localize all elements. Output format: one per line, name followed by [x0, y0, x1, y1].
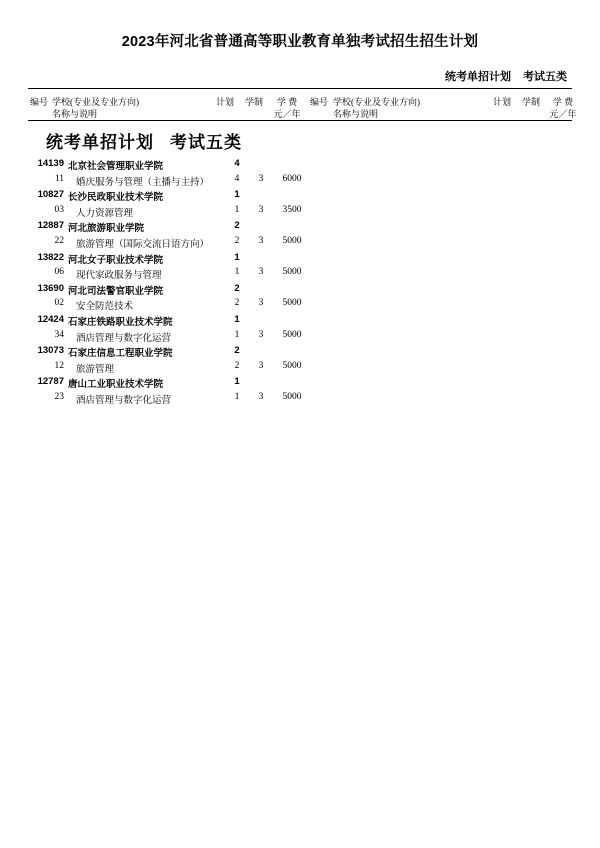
row-name: 人力资源管理	[76, 208, 134, 219]
row-plan: 1	[234, 267, 240, 278]
row-plan: 1	[234, 189, 240, 201]
row-fee: 5000	[282, 235, 302, 246]
major-row	[28, 330, 308, 346]
row-code: 11	[54, 173, 64, 184]
row-length: 3	[258, 391, 264, 402]
row-name: 现代家政服务与管理	[76, 271, 162, 282]
row-plan: 2	[234, 235, 240, 246]
row-name: 石家庄铁路职业技术学院	[68, 316, 173, 328]
major-row	[28, 267, 308, 283]
running-head-left: 统考单招计划	[445, 71, 511, 83]
school-row	[28, 189, 308, 205]
row-code: 34	[54, 329, 64, 340]
section-title-right: 考试五类	[170, 133, 242, 152]
row-name: 旅游管理	[76, 364, 115, 375]
row-fee: 3500	[282, 204, 302, 215]
row-name: 石家庄信息工程职业学院	[68, 348, 173, 360]
row-plan: 1	[234, 251, 240, 263]
row-name: 酒店管理与数字化运营	[76, 333, 172, 344]
row-length: 3	[258, 173, 264, 184]
school-row	[28, 283, 308, 299]
row-fee: 5000	[282, 360, 302, 371]
row-fee: 5000	[282, 298, 302, 309]
section-title-left: 统考单招计划	[46, 133, 154, 152]
major-row	[28, 174, 308, 190]
row-plan: 1	[234, 329, 240, 340]
column-header-fee-left: 学 费 元／年	[273, 97, 301, 119]
row-plan: 1	[234, 376, 240, 388]
row-code: 02	[54, 298, 64, 309]
row-name: 酒店管理与数字化运营	[76, 395, 172, 406]
column-header-length-right: 学制	[522, 97, 541, 107]
row-code: 03	[54, 204, 64, 215]
row-plan: 1	[234, 313, 240, 325]
row-plan: 4	[234, 173, 240, 184]
row-length: 3	[258, 204, 264, 215]
row-fee: 5000	[282, 267, 302, 278]
row-length: 3	[258, 235, 264, 246]
row-name: 长沙民政职业技术学院	[68, 192, 164, 204]
plan-table	[28, 158, 308, 408]
column-header-length-left: 学制	[245, 97, 264, 107]
header-rule-top	[28, 88, 572, 89]
row-length: 3	[258, 329, 264, 340]
row-fee: 5000	[282, 391, 302, 402]
row-length: 3	[258, 298, 264, 309]
row-plan: 2	[234, 360, 240, 371]
row-plan: 4	[234, 158, 240, 169]
column-header-school-right: 学校(专业及专业方向) 名称与说明	[333, 97, 420, 119]
row-code: 13822	[37, 251, 64, 263]
column-header-plan-right: 计划	[493, 97, 512, 107]
row-code: 12787	[37, 376, 64, 388]
major-row	[28, 361, 308, 377]
school-row	[28, 252, 308, 268]
row-code: 22	[54, 235, 64, 246]
row-plan: 2	[234, 220, 240, 232]
row-name: 河北旅游职业学院	[68, 223, 145, 235]
row-code: 06	[54, 267, 64, 278]
row-fee: 5000	[282, 329, 302, 340]
school-row	[28, 345, 308, 361]
column-header-code-left: 编号	[30, 97, 49, 107]
row-code: 12424	[37, 313, 64, 325]
major-row	[28, 298, 308, 314]
row-fee: 6000	[282, 173, 302, 184]
row-code: 10827	[37, 189, 64, 201]
row-length: 3	[258, 360, 264, 371]
row-code: 23	[54, 391, 64, 402]
header-rule-bottom	[28, 120, 572, 121]
row-code: 13690	[37, 282, 64, 294]
column-header-code-right: 编号	[310, 97, 329, 107]
row-code: 14139	[37, 158, 64, 169]
school-row	[28, 376, 308, 392]
row-name: 唐山工业职业技术学院	[68, 379, 164, 391]
row-code: 13073	[37, 345, 64, 357]
row-plan: 2	[234, 282, 240, 294]
row-name: 旅游管理（国际交流日语方向）	[76, 239, 210, 250]
row-name: 安全防范技术	[76, 302, 134, 313]
major-row	[28, 236, 308, 252]
row-plan: 1	[234, 391, 240, 402]
row-plan: 2	[234, 345, 240, 357]
row-name: 北京社会管理职业学院	[68, 161, 164, 172]
column-header-school-left: 学校(专业及专业方向) 名称与说明	[52, 97, 139, 119]
column-header-fee-right: 学 费 元／年	[549, 97, 577, 119]
row-plan: 1	[234, 204, 240, 215]
row-code: 12887	[37, 220, 64, 232]
running-head	[445, 68, 567, 84]
page-title: 2023年河北省普通高等职业教育单独考试招生招生计划	[121, 34, 479, 50]
row-plan: 2	[234, 298, 240, 309]
row-name: 婚庆服务与管理（主播与主持）	[76, 177, 210, 188]
column-header-plan-left: 计划	[216, 97, 235, 107]
running-head-right: 考试五类	[523, 71, 567, 83]
row-code: 12	[54, 360, 64, 371]
school-row	[28, 158, 308, 174]
major-row	[28, 205, 308, 221]
row-name: 河北女子职业技术学院	[68, 254, 164, 266]
row-name: 河北司法警官职业学院	[68, 285, 164, 297]
school-row	[28, 314, 308, 330]
section-title	[46, 128, 242, 153]
major-row	[28, 392, 308, 408]
row-length: 3	[258, 267, 264, 278]
school-row	[28, 220, 308, 236]
